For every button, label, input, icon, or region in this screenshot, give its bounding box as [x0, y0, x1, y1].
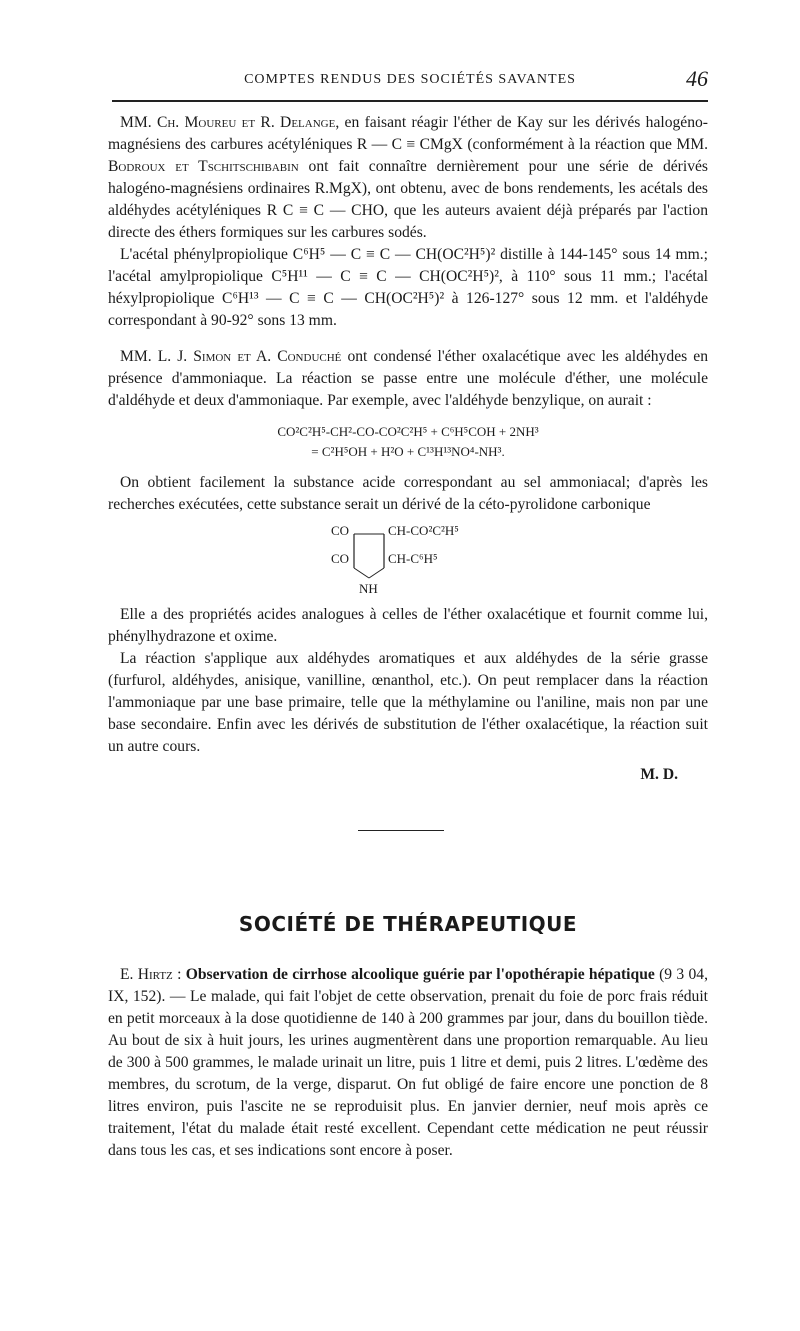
paragraph-acetals: L'acétal phénylpropiolique C⁶H⁵ — C ≡ C — CH(OC²H⁵)² distille à 144-145° sous 14 mm.; l'acétal amylpropiolique C⁵H¹¹ — C ≡ C — CH(OC²H⁵)², à 110° sous 11 mm.; l'acétal héxylpropiolique C⁶H¹³ — C ≡ C — CH(OC²H⁵)² à 126-127° sous 12 mm. et l'aldéhyde correspondant à 90-92° sons 13 mm.: [108, 246, 708, 329]
author-hirtz: E. Hirtz: [120, 966, 173, 983]
article-reference: (9 3 04, IX, 152).: [108, 966, 708, 1005]
paragraph-text: ont condensé l'éther oxalacétique avec les aldéhydes en présence d'ammoniaque. La réaction se passe entre une molécule d'éther, une molécule d'aldéhyde et deux d'ammoniaque. Par exemple, avec l'aldéhyde benzylique, on aurait :: [108, 348, 708, 409]
authors-moureu-delange: MM. Ch. Moureu et R. Delange: [120, 114, 336, 131]
equation-line: CO²C²H⁵-CH²-CO-CO²C²H⁵ + C⁶H⁵COH + 2NH³: [277, 424, 539, 439]
reaction-equation: [108, 422, 708, 462]
page-number: 46: [686, 66, 708, 91]
paragraph-hirtz: [108, 964, 708, 1162]
paragraph-text: — Le malade, qui fait l'objet de cette observation, prenait du foie de porc frais réduit en petit morceaux à la dose quotidienne de 140 à 200 grammes par jour, dans du bouillon tiède. Au bout de six à huit jours, les urines augmentèrent dans une proportion remarquable. Au lieu de 300 à 500 grammes, le malade urinait un litre, puis 1 litre et demi, puis 2 litres. L'œdème des membres, du scrotum, de la verge, disparut. On fut obligé de faire encore une ponction de 8 litres environ, puis l'ascite ne se reproduisit plus. En janvier dernier, neuf mois après ce traitement, l'état du malade était resté excellent. Cependant cette médication ne peut réussir dans tous les cas, et ses indications sont encore à poser.: [108, 988, 708, 1159]
paragraph-properties: Elle a des propriétés acides analogues à celles de l'éther oxalacétique et fournit comme lui, phénylhydrazone et oxime.: [108, 606, 708, 645]
equation-line: = C²H⁵OH + H²O + C¹³H¹³NO⁴-NH³.: [311, 444, 505, 459]
authors-bodroux-tschitschibabin: Bodroux et Tschitschibabin: [108, 158, 299, 175]
section-title: SOCIÉTÉ DE THÉRAPEUTIQUE: [238, 912, 578, 936]
article-title: Observation de cirrhose alcoolique guérie par l'opothérapie hépatique: [185, 966, 655, 983]
formula-ch-bottom: CH-C⁶H⁵: [388, 551, 438, 566]
authors-simon-conduche: MM. L. J. Simon et A. Conduché: [120, 348, 342, 365]
separator: :: [172, 966, 186, 983]
paragraph-text: , en faisant réagir l'éther de Kay sur les dérivés halogéno-magnésiens des carbures acétyléniques R — C ≡ CMgX (conformément à la réaction que MM.: [108, 114, 708, 153]
paragraph-text: ont fait connaître dernièrement pour une série de dérivés halogéno-magnésiens ordinaires R.MgX), ont obtenu, avec de bons rendements, les acétals des aldéhydes acétyléniques R C ≡ C — CHO, que les auteurs avaient déjà préparés par l'action directe des éthers formiques sur les carbures sodés.: [108, 158, 708, 241]
formula-co-bottom: CO: [331, 551, 350, 566]
paragraph-application: La réaction s'applique aux aldéhydes aromatiques et aux aldéhydes de la série grasse (furfurol, aldéhydes, anisique, vanilline, œnanthol, etc.). On peut remplacer dans la réaction l'ammoniaque par une base primaire, telle que la méthylamine ou l'aniline, mais non par une base secondaire. Enfin avec les dérivés de substitution de l'éther oxalacétique, la réaction suit un autre cours.: [108, 650, 708, 755]
paragraph-substance: On obtient facilement la substance acide correspondant au sel ammoniacal; d'après les recherches exécutées, cette substance serait un dérivé de la céto-pyrolidone carbonique: [108, 474, 708, 513]
page-header: [112, 66, 708, 102]
structural-formula: [108, 518, 708, 598]
paragraph-moureu: [108, 112, 708, 244]
therapeutics-text: [108, 964, 708, 1162]
formula-ch-top: CH-CO²C²H⁵: [388, 523, 459, 538]
section-divider: [358, 830, 444, 831]
formula-co-top: CO: [331, 523, 350, 538]
running-title: COMPTES RENDUS DES SOCIÉTÉS SAVANTES: [244, 72, 576, 87]
formula-nh: NH: [359, 581, 378, 596]
main-text: [108, 112, 708, 786]
signature: M. D.: [640, 766, 678, 783]
paragraph-simon: [108, 346, 708, 412]
